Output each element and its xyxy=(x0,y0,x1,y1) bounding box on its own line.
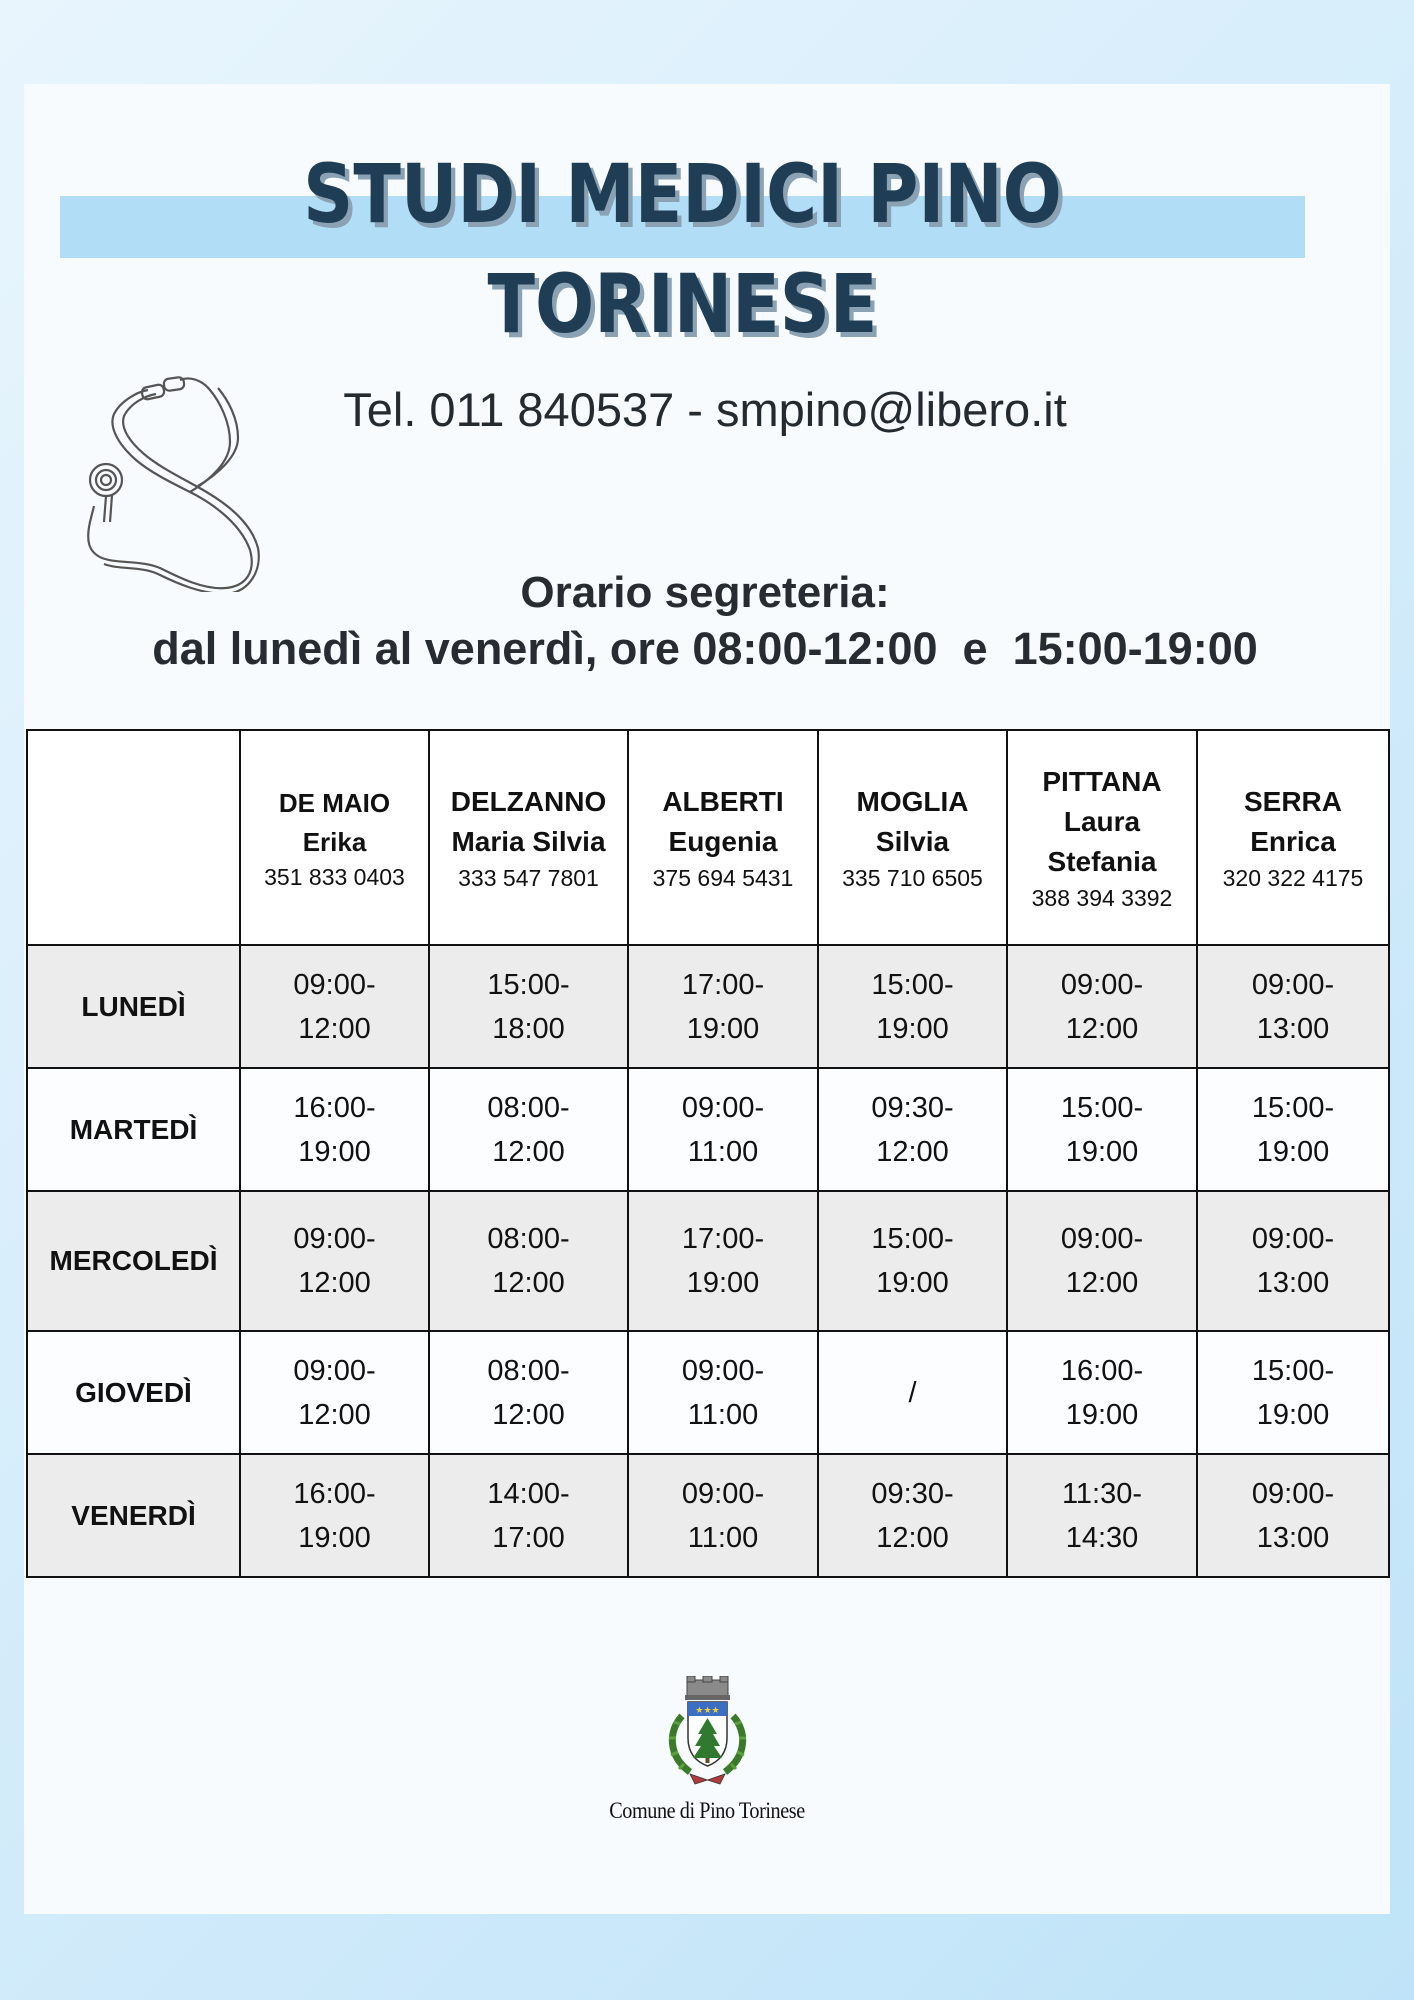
time-slot: 09:00- 13:00 xyxy=(1197,945,1389,1068)
time-slot: 16:00- 19:00 xyxy=(1007,1331,1197,1454)
title-block xyxy=(60,140,1305,352)
time-slot: / xyxy=(818,1331,1007,1454)
doctor-phone: 333 547 7801 xyxy=(458,864,599,891)
time-slot: 11:30- 14:30 xyxy=(1007,1454,1197,1577)
time-slot: 09:00- 12:00 xyxy=(240,945,429,1068)
doctor-surname: ALBERTI xyxy=(662,785,784,817)
doctor-phone: 351 833 0403 xyxy=(264,863,405,890)
table-row xyxy=(27,945,1389,1068)
time-slot: 15:00- 19:00 xyxy=(1197,1068,1389,1191)
coat-of-arms-icon xyxy=(660,1676,755,1788)
schedule-table xyxy=(26,729,1390,1578)
time-slot: 09:00- 12:00 xyxy=(240,1331,429,1454)
table-row xyxy=(27,1331,1389,1454)
doctor-surname: DELZANNO xyxy=(450,785,607,817)
doctor-phone: 320 322 4175 xyxy=(1222,864,1364,891)
office-hours-title: Orario segreteria: xyxy=(520,568,890,617)
doctor-header xyxy=(240,730,429,945)
time-slot: 09:00- 11:00 xyxy=(628,1454,818,1577)
doctor-surname: MOGLIA xyxy=(856,785,969,817)
corner-cell xyxy=(27,730,240,945)
doctor-surname: DE MAIO xyxy=(278,787,391,818)
time-slot: 09:00- 11:00 xyxy=(628,1068,818,1191)
doctor-phone: 388 394 3392 xyxy=(1031,884,1173,911)
time-slot: 15:00- 19:00 xyxy=(1197,1331,1389,1454)
time-slot: 09:30- 12:00 xyxy=(818,1068,1007,1191)
doctor-header xyxy=(1007,730,1197,945)
time-slot: 15:00- 19:00 xyxy=(818,1191,1007,1331)
table-row xyxy=(27,1191,1389,1331)
doctor-given-name: Enrica xyxy=(1250,825,1336,857)
day-label: MARTEDÌ xyxy=(27,1068,240,1191)
day-label: VENERDÌ xyxy=(27,1454,240,1577)
time-slot: 09:00- 13:00 xyxy=(1197,1191,1389,1331)
time-slot: 15:00- 19:00 xyxy=(818,945,1007,1068)
time-slot: 16:00- 19:00 xyxy=(240,1454,429,1577)
doctor-header-row xyxy=(27,730,1389,945)
svg-text:★★★: ★★★ xyxy=(695,1706,720,1716)
office-hours-detail: dal lunedì al venerdì, ore 08:00-12:00 e 15:00-19:00 xyxy=(152,623,1258,674)
contact-info: Tel. 011 840537 - smpino@libero.it xyxy=(343,383,1067,436)
day-label: GIOVEDÌ xyxy=(27,1331,240,1454)
time-slot: 17:00- 19:00 xyxy=(628,1191,818,1331)
time-slot: 08:00- 12:00 xyxy=(429,1191,628,1331)
logo-caption: Comune di Pino Torinese xyxy=(609,1798,805,1823)
day-label: LUNEDÌ xyxy=(27,945,240,1068)
table-row xyxy=(27,1068,1389,1191)
time-slot: 08:00- 12:00 xyxy=(429,1331,628,1454)
doctor-header xyxy=(818,730,1007,945)
doctor-given-name: Erika xyxy=(302,826,367,857)
doctor-given-name: Laura Stefania xyxy=(1047,805,1157,877)
doctor-given-name: Eugenia xyxy=(668,825,778,857)
time-slot: 16:00- 19:00 xyxy=(240,1068,429,1191)
doctor-header xyxy=(628,730,818,945)
time-slot: 08:00- 12:00 xyxy=(429,1068,628,1191)
time-slot: 09:00- 12:00 xyxy=(1007,1191,1197,1331)
time-slot: 14:00- 17:00 xyxy=(429,1454,628,1577)
day-label: MERCOLEDÌ xyxy=(27,1191,240,1331)
doctor-header xyxy=(429,730,628,945)
doctor-phone: 375 694 5431 xyxy=(652,864,794,891)
doctor-given-name: Silvia xyxy=(875,825,950,857)
time-slot: 17:00- 19:00 xyxy=(628,945,818,1068)
doctor-phone: 335 710 6505 xyxy=(842,864,983,891)
time-slot: 09:00- 13:00 xyxy=(1197,1454,1389,1577)
table-row xyxy=(27,1454,1389,1577)
time-slot: 15:00- 18:00 xyxy=(429,945,628,1068)
doctor-header xyxy=(1197,730,1389,945)
doctor-given-name: Maria Silvia xyxy=(451,825,606,857)
time-slot: 09:00- 11:00 xyxy=(628,1331,818,1454)
time-slot: 09:00- 12:00 xyxy=(240,1191,429,1331)
doctor-surname: SERRA xyxy=(1243,785,1342,817)
time-slot: 15:00- 19:00 xyxy=(1007,1068,1197,1191)
page-title: STUDI MEDICI PINO TORINESE xyxy=(303,148,1062,352)
time-slot: 09:00- 12:00 xyxy=(1007,945,1197,1068)
doctor-surname: PITTANA xyxy=(1042,765,1162,797)
time-slot: 09:30- 12:00 xyxy=(818,1454,1007,1577)
